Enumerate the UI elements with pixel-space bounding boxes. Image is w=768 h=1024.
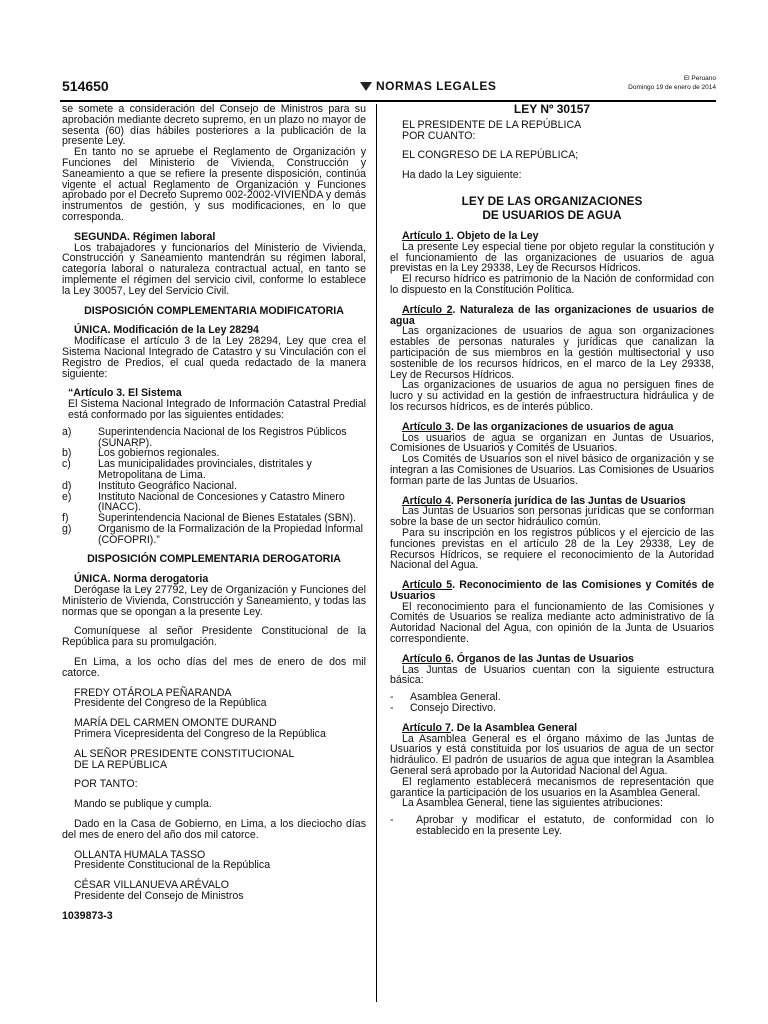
paragraph: Los trabajadores y funcionarios del Ministerio de Vivienda, Construcción y Saneamiento mantendrán su régimen laboral, categoría laboral o naturaleza contractual actual, en tanto se implemente el régimen del servicio civil, conforme lo establece la Ley 30057, Ley del Servicio Civil. (62, 241, 366, 297)
list-marker: g) (62, 522, 72, 535)
article-label: Artículo 6 (402, 652, 451, 665)
article-heading: “Artículo 3. El Sistema (68, 387, 182, 400)
list-text: Asamblea General. (410, 691, 501, 704)
paragraph: Las Juntas de Usuarios cuentan con la siguiente estructura básica: (390, 663, 714, 687)
signatory-name: CÉSAR VILLANUEVA ARÉVALO (74, 879, 230, 892)
law-title (390, 194, 714, 222)
signatory-name: FREDY OTÁROLA PEÑARANDA (74, 686, 232, 699)
paragraph: El reglamento establecerá mecanismos de representación que garantice la participación de los usuarios en la Asamblea General. (390, 775, 714, 799)
paragraph: Comuníquese al señor Presidente Constitucional de la República para su promulgación. (62, 625, 366, 649)
column-divider (376, 104, 377, 1002)
paragraph: Las Juntas de Usuarios son personas jurídicas que se conforman sobre la base de un sector hidráulico común. (390, 505, 714, 529)
entity-list (62, 427, 366, 546)
list-marker: b) (62, 447, 72, 460)
law-title-line: LEY DE LAS ORGANIZACIONES (461, 193, 643, 208)
article-title: . Órganos de las Juntas de Usuarios (450, 652, 634, 665)
paragraph: POR TANTO: (74, 778, 138, 791)
list-text: Aprobar y modificar el estatuto, de conformidad con lo establecido en la presente Ley. (416, 814, 714, 838)
article-title: . De las organizaciones de usuarios de agua (450, 420, 674, 433)
paragraph: Derógase la Ley 27792, Ley de Organización y Funciones del Ministerio de Vivienda, Construcción y Saneamiento, y todas las normas que se opongan a la presente Ley. (62, 584, 366, 618)
article-label: Artículo 3 (402, 420, 451, 433)
list-marker: - (390, 702, 394, 715)
article-title: . Personería jurídica de las Juntas de Usuarios (450, 494, 686, 507)
paragraph: Las organizaciones de usuarios de agua no persiguen fines de lucro y su actividad en la gestión de infraestructura hidráulica y de los recursos hídricos, es de interés público. (390, 379, 714, 413)
signatory-name: OLLANTA HUMALA TASSO (74, 848, 206, 861)
paragraph: La Asamblea General es el órgano máximo de las Juntas de Usuarios y está constituida por los usuarios de agua de un sector hidráulico. El padrón de usuarios de agua que integran la Asamblea General será aprobado por la Autoridad Nacional del Agua. (390, 732, 714, 778)
list-marker: - (390, 814, 394, 827)
paragraph: El recurso hídrico es patrimonio de la Nación de conformidad con lo dispuesto en la Constitución Política. (390, 273, 714, 296)
article-heading (390, 580, 714, 602)
paragraph: se somete a consideración del Consejo de Ministros para su aprobación mediante decreto supremo, en un plazo no mayor de sesenta (60) días hábiles posteriores a la publicación de la presente Ley. (62, 103, 366, 148)
brand-text: NORMAS LEGALES (376, 79, 497, 93)
list-text: Los gobiernos regionales. (98, 447, 220, 460)
paragraph: El reconocimiento para el funcionamiento de las Comisiones y Comités de Usuarios se realiza mediante acto administrativo de la Autoridad Nacional del Agua, con opinión de la Junta de Usuarios correspondiente. (390, 600, 714, 646)
publication-date: Domingo 19 de enero de 2014 (628, 84, 716, 91)
section-heading: SEGUNDA. Régimen laboral (74, 230, 216, 243)
list-item (390, 703, 714, 714)
page-header (60, 76, 716, 100)
article-label: Artículo 1 (402, 229, 451, 242)
paragraph: En tanto no se apruebe el Reglamento de Organización y Funciones del Ministerio de Vivienda, Construcción y Saneamiento a que se refiere la presente disposición, continúa vigente el actual Reglamento de Organización y Funciones aprobado por el Decreto Supremo 002-2002-VIVIENDA y demás instrumentos de gestión, y sus modificaciones, en lo que corresponda. (62, 146, 366, 223)
emblem-icon (360, 82, 372, 91)
list-text: Organismo de la Formalización de la Propiedad Informal (COFOPRI).” (98, 522, 363, 546)
article-heading (390, 422, 714, 433)
law-title-line: DE USUARIOS DE AGUA (482, 207, 622, 222)
paragraph: Para su inscripción en los registros públicos y el ejercicio de las funciones previstas en el artículo 28 de la Ley 29338, Ley de Recursos Hídricos, se requiere el reconocimiento de la Autoridad Nacional del Agua. (390, 526, 714, 572)
paragraph: POR CUANTO: (402, 129, 476, 142)
list-text: Superintendencia Nacional de los Registros Públicos (SUNARP). (98, 425, 347, 449)
list-item (62, 492, 366, 514)
signatory-name: MARÍA DEL CARMEN OMONTE DURAND (74, 717, 277, 730)
organ-list (390, 692, 714, 714)
list-marker: a) (62, 425, 72, 438)
article-label: Artículo 7 (402, 721, 451, 734)
publisher: El Peruano (683, 75, 716, 82)
signatory-role: Presidente del Congreso de la República (74, 697, 267, 710)
addressee: AL SEÑOR PRESIDENTE CONSTITUCIONAL (74, 747, 295, 760)
paragraph: La presente Ley especial tiene por objeto regular la constitución y el funcionamiento de las organizaciones de usuarios de agua previstas en la Ley 29338, Ley de Recursos Hídricos. (390, 240, 714, 275)
list-item (62, 427, 366, 449)
law-number: LEY Nº 30157 (513, 102, 591, 116)
paragraph: Dado en la Casa de Gobierno, en Lima, a los dieciocho días del mes de enero del año dos mil catorce. (62, 818, 366, 841)
article-title: . Naturaleza de las organizaciones de usuarios de agua (390, 303, 715, 327)
section-heading: ÚNICA. Norma derogatoria (74, 573, 209, 586)
article-title: . Objeto de la Ley (450, 229, 539, 242)
paragraph: Los usuarios de agua se organizan en Juntas de Usuarios, Comisiones de Usuarios y Comités de Usuarios. (390, 431, 714, 455)
list-text: Instituto Nacional de Concesiones y Catastro Minero (INACC). (98, 490, 345, 514)
list-text: Superintendencia Nacional de Bienes Estatales (SBN). (98, 512, 356, 525)
paragraph: Las organizaciones de usuarios de agua son organizaciones estables de personas naturales y jurídicas que canalizan la participación de sus miembros en la gestión multisectorial y uso sostenible de los recursos hídricos, en el marco de la Ley 29338, Ley de Recursos Hídricos. (390, 325, 714, 381)
section-heading: DISPOSICIÓN COMPLEMENTARIA DEROGATORIA (87, 553, 341, 566)
paragraph: En Lima, a los ocho días del mes de enero de dos mil catorce. (62, 656, 366, 679)
article-title: . De la Asamblea General (450, 721, 578, 734)
list-marker: - (390, 691, 394, 704)
header-rule (60, 100, 716, 102)
list-text: Las municipalidades provinciales, distritales y Metropolitana de Lima. (98, 458, 312, 481)
list-item (390, 815, 714, 837)
paragraph: Ha dado la Ley siguiente: (402, 169, 522, 182)
signatory-role: Presidente del Consejo de Ministros (74, 890, 244, 903)
page-number: 514650 (62, 78, 109, 94)
signatory-role: Presidente Constitucional de la República (74, 859, 271, 872)
list-marker: f) (62, 512, 69, 525)
article-title: . Reconocimiento de las Comisiones y Comités de Usuarios (390, 579, 714, 602)
list-text: Instituto Geográfico Nacional. (98, 479, 237, 492)
list-item (62, 524, 366, 546)
list-item (62, 481, 366, 492)
paragraph: Mando se publique y cumpla. (74, 798, 212, 811)
section-heading: DISPOSICIÓN COMPLEMENTARIA MODIFICATORIA (84, 304, 344, 317)
header-meta (628, 74, 716, 92)
article-heading (390, 305, 714, 327)
paragraph: Modifícase el artículo 3 de la Ley 28294, Ley que crea el Sistema Nacional Integrado de Catastro y su Vinculación con el Registro de Predios, el cual queda redactado de la manera siguiente: (62, 335, 366, 380)
brand-title (360, 79, 496, 93)
article-label: Artículo 4 (402, 494, 451, 507)
article-label: Artículo 2 (402, 303, 453, 316)
right-column (390, 104, 714, 837)
list-marker: c) (62, 458, 71, 471)
paragraph: Los Comités de Usuarios son el nivel básico de organización y se integran a las Comisiones de Usuarios. Las Comisiones de Usuarios forman parte de las Juntas de Usuarios. (390, 453, 714, 487)
list-item (62, 459, 366, 481)
paragraph: El Sistema Nacional Integrado de Información Catastral Predial está conformado por las siguientes entidades: (68, 398, 366, 421)
attribution-list (390, 815, 714, 837)
paragraph: EL CONGRESO DE LA REPÚBLICA; (402, 149, 579, 162)
left-column (62, 104, 366, 922)
list-marker: e) (62, 490, 72, 503)
section-heading: ÚNICA. Modificación de la Ley 28294 (74, 324, 259, 337)
paragraph: La Asamblea General, tiene las siguientes atribuciones: (402, 797, 663, 810)
list-marker: d) (62, 479, 72, 492)
signatory-role: Primera Vicepresidenta del Congreso de la República (74, 728, 326, 741)
article-label: Artículo 5 (402, 579, 453, 592)
addressee: DE LA REPÚBLICA (74, 758, 168, 771)
document-code: 1039873-3 (62, 909, 113, 922)
paragraph: EL PRESIDENTE DE LA REPÚBLICA (402, 118, 582, 131)
list-text: Consejo Directivo. (410, 702, 496, 715)
